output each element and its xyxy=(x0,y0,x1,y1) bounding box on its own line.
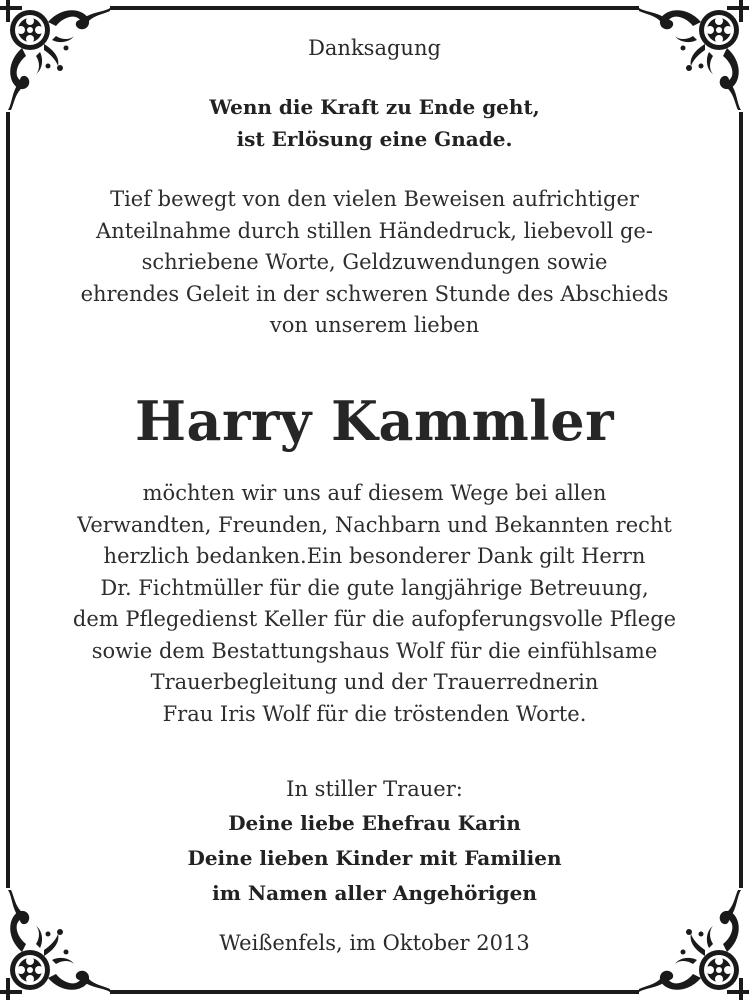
thanks-line: sowie dem Bestattungshaus Wolf für die einfühlsame xyxy=(91,638,658,663)
thanks-line: herzlich bedanken.Ein besonderer Dank gilt Herrn xyxy=(103,544,646,568)
motto-line: ist Erlösung eine Gnade. xyxy=(236,127,513,151)
thanks-line: Dr. Fichtmüller für die gute langjährige Betreuung, xyxy=(100,575,649,600)
thanks-paragraph xyxy=(30,478,719,730)
motto-line: Wenn die Kraft zu Ende geht, xyxy=(209,95,540,119)
intro-line: von unserem lieben xyxy=(269,313,480,337)
frame-top-border xyxy=(110,6,639,10)
signer-line: im Namen aller Angehörigen xyxy=(212,881,537,905)
frame-left-border xyxy=(6,112,10,888)
intro-line: Anteilnahme durch stillen Händedruck, liebevoll ge- xyxy=(96,218,653,243)
intro-line: Tief bewegt von den vielen Beweisen aufrichtiger xyxy=(110,187,639,211)
intro-line: ehrendes Geleit in der schweren Stunde des Abschieds xyxy=(80,281,669,306)
thanks-line: dem Pflegedienst Keller für die aufopferungsvolle Pflege xyxy=(72,607,677,631)
thanks-line: Verwandten, Freunden, Nachbarn und Bekannten recht xyxy=(77,512,672,537)
signer-line: Deine lieben Kinder mit Familien xyxy=(187,846,562,870)
deceased-name: Harry Kammler xyxy=(134,389,615,453)
thanks-line: Frau Iris Wolf für die tröstenden Worte. xyxy=(162,701,587,726)
signer-line: Deine liebe Ehefrau Karin xyxy=(228,811,521,835)
thanks-line: Trauerbegleitung und der Trauerrednerin xyxy=(150,670,599,694)
closing-lead: In stiller Trauer: xyxy=(286,777,463,801)
notice-heading: Danksagung xyxy=(308,36,441,60)
intro-line: schriebene Worte, Geldzuwendungen sowie xyxy=(141,250,608,274)
frame-bottom-border xyxy=(110,990,639,994)
thanks-line: möchten wir uns auf diesem Wege bei allen xyxy=(142,481,607,505)
intro-paragraph xyxy=(30,184,719,342)
frame-right-border xyxy=(739,112,743,888)
place-and-date: Weißenfels, im Oktober 2013 xyxy=(219,931,530,955)
motto xyxy=(30,91,719,155)
signers xyxy=(30,806,719,911)
